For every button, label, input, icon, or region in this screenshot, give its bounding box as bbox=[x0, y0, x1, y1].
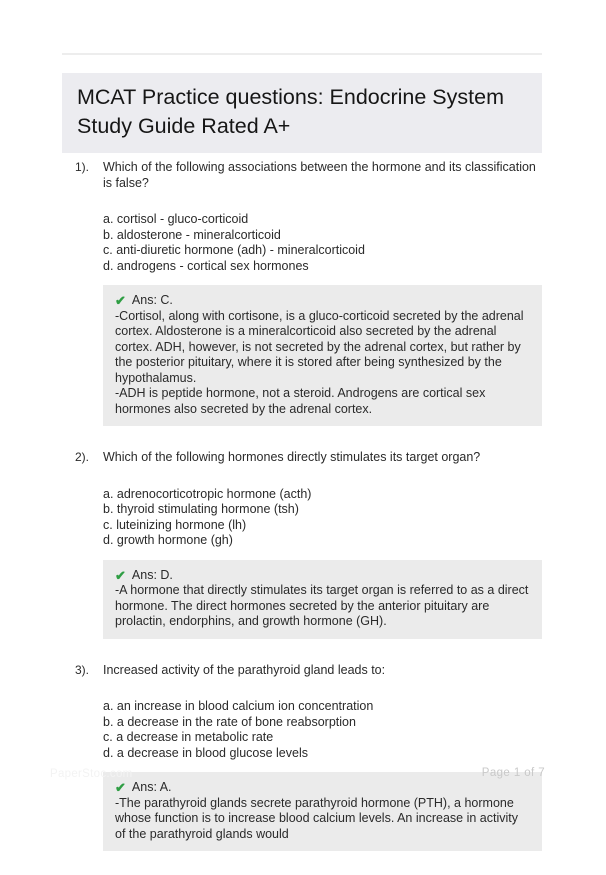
option-a: a. an increase in blood calcium ion concentration bbox=[103, 699, 374, 713]
explanation-paragraph: -Cortisol, along with cortisone, is a gluco-corticoid secreted by the adrenal cortex. Aldosterone is a mineralcorticoid also secreted by the adrenal cortex. ADH, however, is not secreted by the adrenal cortex, but rather by the posterior pituitary, where it is stored after being synthesized by the hypothalamus. bbox=[115, 308, 524, 385]
option-d: d. androgens - cortical sex hormones bbox=[103, 258, 309, 273]
answer-label: Ans: C. bbox=[131, 293, 173, 307]
option-d: d. growth hormone (gh) bbox=[103, 533, 233, 547]
question-3 bbox=[62, 663, 542, 852]
option-a: a. adrenocorticotropic hormone (acth) bbox=[103, 486, 312, 501]
option-b: b. a decrease in the rate of bone reabsorption bbox=[103, 714, 356, 729]
question-number: 3). bbox=[75, 662, 90, 677]
answer-box bbox=[103, 772, 542, 851]
options-list bbox=[103, 487, 542, 549]
option-c: c. luteinizing hormone (lh) bbox=[103, 517, 247, 532]
option-d: d. a decrease in blood glucose levels bbox=[103, 745, 308, 760]
option-b: b. thyroid stimulating hormone (tsh) bbox=[103, 502, 299, 516]
question-text: Which of the following associations between the hormone and its classification is false? bbox=[103, 160, 536, 190]
answer-explanation bbox=[115, 309, 530, 418]
option-c: c. anti-diuretic hormone (adh) - mineralcorticoid bbox=[103, 243, 365, 257]
options-list bbox=[103, 699, 542, 761]
answer-explanation bbox=[115, 796, 530, 843]
options-list bbox=[103, 212, 542, 274]
answer-explanation bbox=[115, 583, 530, 630]
option-c: c. a decrease in metabolic rate bbox=[103, 730, 274, 744]
question-text: Which of the following hormones directly stimulates its target organ? bbox=[103, 450, 481, 464]
question-number: 2). bbox=[75, 450, 90, 464]
answer-label: Ans: A. bbox=[131, 780, 172, 794]
checkmark-icon: ✔ bbox=[115, 780, 126, 795]
answer-box bbox=[103, 560, 542, 639]
checkmark-icon: ✔ bbox=[115, 293, 126, 308]
question-text: Increased activity of the parathyroid gland leads to: bbox=[103, 662, 386, 677]
title-box bbox=[62, 73, 542, 153]
page-number: Page 1 of 7 bbox=[481, 767, 545, 779]
answer-box bbox=[103, 285, 542, 426]
questions-list bbox=[62, 160, 542, 875]
top-divider bbox=[62, 53, 542, 55]
option-a: a. cortisol - gluco-corticoid bbox=[103, 212, 249, 226]
watermark-text: PaperStoc.com bbox=[50, 768, 133, 780]
answer-label: Ans: D. bbox=[131, 567, 173, 582]
question-1 bbox=[62, 160, 542, 426]
option-b: b. aldosterone - mineralcorticoid bbox=[103, 227, 281, 242]
question-2 bbox=[62, 450, 542, 639]
explanation-paragraph: -A hormone that directly stimulates its target organ is referred to as a direct hormone. The direct hormones secreted by the anterior pituitary are prolactin, endorphins, and growth hormone (GH). bbox=[115, 583, 529, 628]
explanation-paragraph: -ADH is peptide hormone, not a steroid. Androgens are cortical sex hormones also secreted by the adrenal cortex. bbox=[115, 386, 486, 416]
page-title: MCAT Practice questions: Endocrine System Study Guide Rated A+ bbox=[77, 85, 504, 138]
question-number: 1). bbox=[75, 160, 90, 174]
checkmark-icon: ✔ bbox=[115, 567, 126, 583]
explanation-paragraph: -The parathyroid glands secrete parathyroid hormone (PTH), a hormone whose function is to increase blood calcium levels. An increase in activity of the parathyroid glands would bbox=[115, 795, 518, 841]
